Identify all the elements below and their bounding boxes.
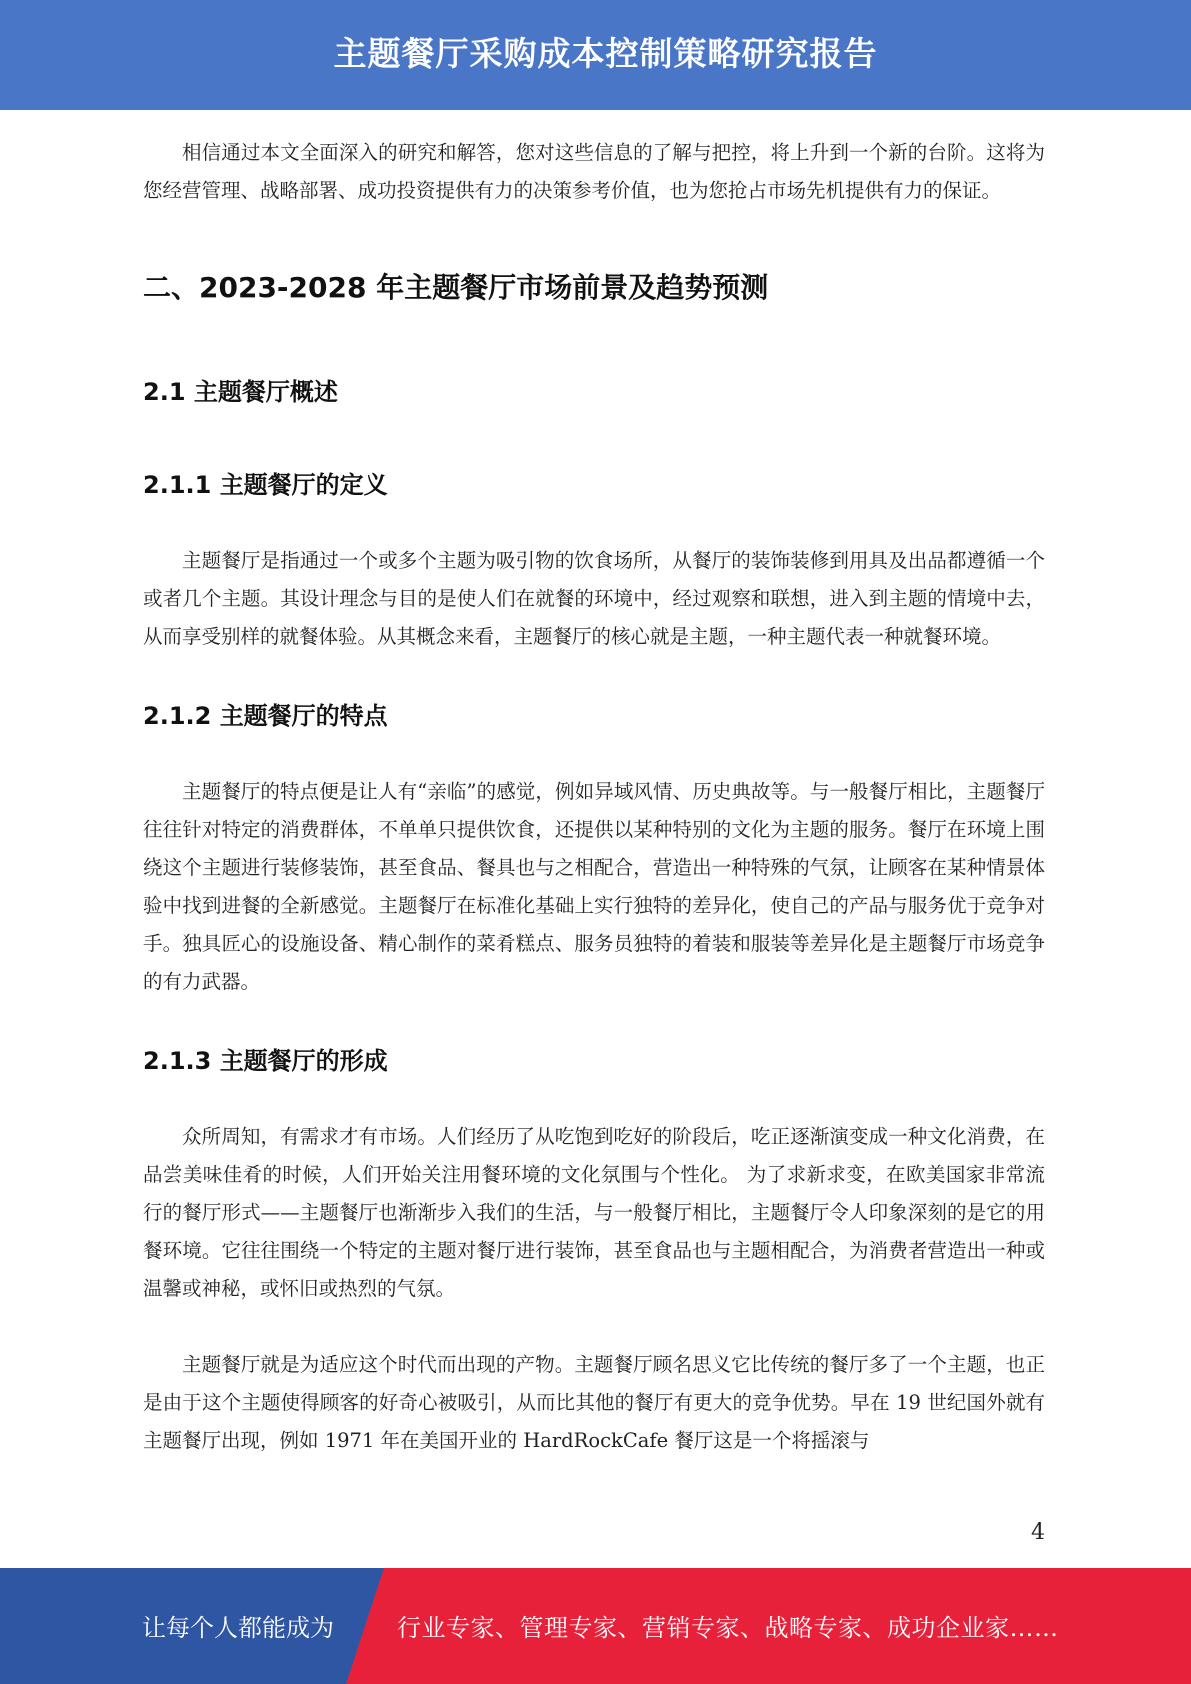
footer-slogan-left: 让每个人都能成为 [142, 1614, 334, 1642]
report-title: 主题餐厅采购成本控制策略研究报告 [333, 34, 878, 73]
formation-paragraph-2: 主题餐厅就是为适应这个时代而出现的产物。主题餐厅顾名思义它比传统的餐厅多了一个主题，也正是由于这个主题使得顾客的好奇心被吸引，从而比其他的餐厅有更大的竞争优势。早在 19 世纪国外就有主题餐厅出现，例如 1971 年在美国开业的 HardRockCafe 餐厅这是一个将摇滚与 [143, 1353, 1045, 1452]
page-number: 4 [1031, 1520, 1045, 1545]
formation-paragraph-1: 众所周知，有需求才有市场。人们经历了从吃饱到吃好的阶段后，吃正逐渐演变成一种文化消费，在品尝美味佳肴的时候，人们开始关注用餐环境的文化氛围与个性化。 为了求新求变，在欧美国家非常流行的餐厅形式——主题餐厅也渐渐步入我们的生活，与一般餐厅相比，主题餐厅令人印象深刻的是它的用餐环境。它往往围绕一个特定的主题对餐厅进行装饰，甚至食品也与主题相配合，为消费者营造出一种或温馨或神秘，或怀旧或热烈的气氛。 [143, 1125, 1045, 1300]
page-content [143, 134, 1045, 1460]
page-header [0, 0, 1191, 110]
subsection-heading-definition: 2.1.1 主题餐厅的定义 [143, 471, 388, 499]
subsection-heading-formation: 2.1.3 主题餐厅的形成 [143, 1047, 388, 1075]
definition-paragraph: 主题餐厅是指通过一个或多个主题为吸引物的饮食场所，从餐厅的装饰装修到用具及出品都遵循一个或者几个主题。其设计理念与目的是使人们在就餐的环境中，经过观察和联想，进入到主题的情境中去，从而享受别样的就餐体验。从其概念来看，主题餐厅的核心就是主题，一种主题代表一种就餐环境。 [143, 549, 1045, 648]
features-paragraph: 主题餐厅的特点便是让人有“亲临”的感觉，例如异域风情、历史典故等。与一般餐厅相比，主题餐厅往往针对特定的消费群体，不单单只提供饮食，还提供以某种特别的文化为主题的服务。餐厅在环境上围绕这个主题进行装修装饰，甚至食品、餐具也与之相配合，营造出一种特殊的气氛，让顾客在某种情景体验中找到进餐的全新感觉。主题餐厅在标准化基础上实行独特的差异化，使自己的产品与服务优于竞争对手。独具匠心的设施设备、精心制作的菜肴糕点、服务员独特的着装和服装等差异化是主题餐厅市场竞争的有力武器。 [143, 780, 1045, 993]
footer-slogan-right: 行业专家、管理专家、营销专家、战略专家、成功企业家…… [397, 1614, 1059, 1642]
page-footer [0, 1568, 1191, 1684]
subsection-heading-features: 2.1.2 主题餐厅的特点 [143, 702, 388, 730]
section-heading: 二、2023-2028 年主题餐厅市场前景及趋势预测 [143, 271, 769, 304]
subsection-heading-overview: 2.1 主题餐厅概述 [143, 378, 338, 406]
intro-paragraph: 相信通过本文全面深入的研究和解答，您对这些信息的了解与把控，将上升到一个新的台阶。这将为您经营管理、战略部署、成功投资提供有力的决策参考价值，也为您抢占市场先机提供有力的保证。 [143, 141, 1045, 202]
